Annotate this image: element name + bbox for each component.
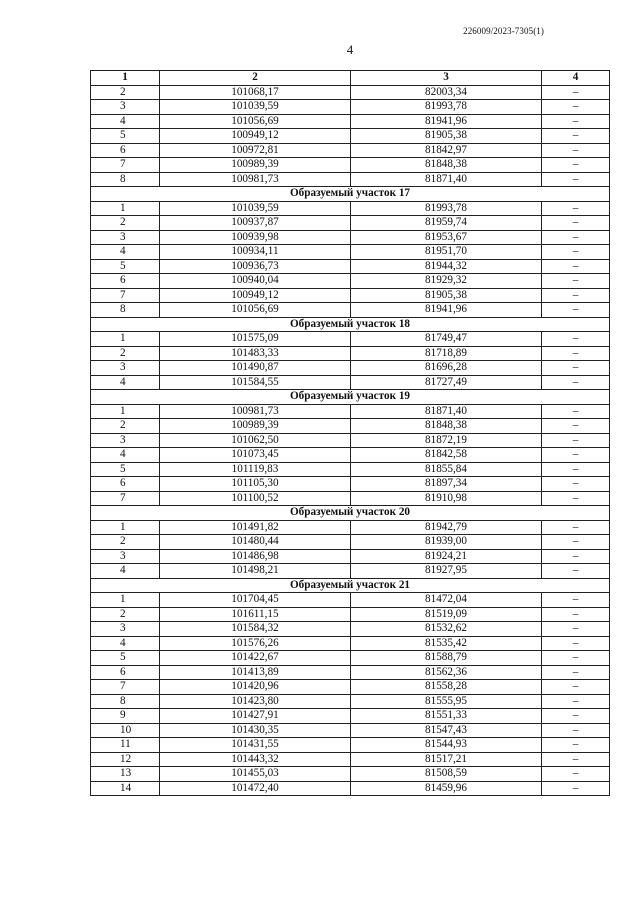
note-cell: – xyxy=(542,433,610,448)
y-coordinate-cell: 81555,95 xyxy=(351,694,542,709)
point-number-cell: 1 xyxy=(91,520,160,535)
y-coordinate-cell: 81459,96 xyxy=(351,781,542,796)
note-cell: – xyxy=(542,129,610,144)
y-coordinate-cell: 81848,38 xyxy=(351,158,542,173)
section-title-row xyxy=(91,317,610,332)
note-cell: – xyxy=(542,462,610,477)
x-coordinate-cell: 100989,39 xyxy=(160,419,351,434)
note-cell: – xyxy=(542,680,610,695)
table-row xyxy=(91,723,610,738)
point-number-cell: 1 xyxy=(91,593,160,608)
y-coordinate-cell: 81472,04 xyxy=(351,593,542,608)
table-row xyxy=(91,607,610,622)
y-coordinate-cell: 81558,28 xyxy=(351,680,542,695)
point-number-cell: 3 xyxy=(91,549,160,564)
table-row xyxy=(91,709,610,724)
table-row xyxy=(91,477,610,492)
section-title: Образуемый участок 17 xyxy=(91,187,610,202)
point-number-cell: 4 xyxy=(91,245,160,260)
point-number-cell: 11 xyxy=(91,738,160,753)
table-row xyxy=(91,752,610,767)
note-cell: – xyxy=(542,404,610,419)
header-col-4: 4 xyxy=(542,71,610,86)
x-coordinate-cell: 101119,83 xyxy=(160,462,351,477)
note-cell: – xyxy=(542,636,610,651)
point-number-cell: 8 xyxy=(91,303,160,318)
y-coordinate-cell: 81551,33 xyxy=(351,709,542,724)
x-coordinate-cell: 100940,04 xyxy=(160,274,351,289)
point-number-cell: 5 xyxy=(91,651,160,666)
table-row xyxy=(91,158,610,173)
x-coordinate-cell: 101105,30 xyxy=(160,477,351,492)
x-coordinate-cell: 101422,67 xyxy=(160,651,351,666)
table-row xyxy=(91,462,610,477)
note-cell: – xyxy=(542,230,610,245)
point-number-cell: 1 xyxy=(91,201,160,216)
table-row xyxy=(91,665,610,680)
note-cell: – xyxy=(542,100,610,115)
table-row xyxy=(91,564,610,579)
table-row xyxy=(91,419,610,434)
table-row xyxy=(91,172,610,187)
note-cell: – xyxy=(542,535,610,550)
table-row xyxy=(91,448,610,463)
x-coordinate-cell: 101427,91 xyxy=(160,709,351,724)
table-row xyxy=(91,738,610,753)
table-row xyxy=(91,100,610,115)
x-coordinate-cell: 101611,15 xyxy=(160,607,351,622)
table-row xyxy=(91,622,610,637)
y-coordinate-cell: 81547,43 xyxy=(351,723,542,738)
section-title: Образуемый участок 20 xyxy=(91,506,610,521)
y-coordinate-cell: 81953,67 xyxy=(351,230,542,245)
point-number-cell: 2 xyxy=(91,85,160,100)
y-coordinate-cell: 81872,19 xyxy=(351,433,542,448)
table-row xyxy=(91,694,610,709)
header-col-3: 3 xyxy=(351,71,542,86)
table-row xyxy=(91,767,610,782)
x-coordinate-cell: 101100,52 xyxy=(160,491,351,506)
x-coordinate-cell: 101420,96 xyxy=(160,680,351,695)
y-coordinate-cell: 81727,49 xyxy=(351,375,542,390)
section-title: Образуемый участок 21 xyxy=(91,578,610,593)
point-number-cell: 8 xyxy=(91,694,160,709)
x-coordinate-cell: 101443,32 xyxy=(160,752,351,767)
note-cell: – xyxy=(542,143,610,158)
y-coordinate-cell: 81842,97 xyxy=(351,143,542,158)
point-number-cell: 5 xyxy=(91,462,160,477)
table-row xyxy=(91,520,610,535)
y-coordinate-cell: 81942,79 xyxy=(351,520,542,535)
point-number-cell: 12 xyxy=(91,752,160,767)
x-coordinate-cell: 101483,33 xyxy=(160,346,351,361)
x-coordinate-cell: 100989,39 xyxy=(160,158,351,173)
point-number-cell: 14 xyxy=(91,781,160,796)
y-coordinate-cell: 81544,93 xyxy=(351,738,542,753)
point-number-cell: 6 xyxy=(91,665,160,680)
table-header-row xyxy=(91,71,610,86)
point-number-cell: 2 xyxy=(91,535,160,550)
y-coordinate-cell: 81855,84 xyxy=(351,462,542,477)
y-coordinate-cell: 81749,47 xyxy=(351,332,542,347)
table-row xyxy=(91,781,610,796)
point-number-cell: 10 xyxy=(91,723,160,738)
table-row xyxy=(91,535,610,550)
x-coordinate-cell: 101073,45 xyxy=(160,448,351,463)
coordinates-table xyxy=(90,70,610,796)
point-number-cell: 4 xyxy=(91,448,160,463)
x-coordinate-cell: 100981,73 xyxy=(160,404,351,419)
section-title-row xyxy=(91,506,610,521)
document-number: 226009/2023-7305(1) xyxy=(463,26,544,36)
note-cell: – xyxy=(542,303,610,318)
x-coordinate-cell: 101490,87 xyxy=(160,361,351,376)
table-row xyxy=(91,346,610,361)
y-coordinate-cell: 81905,38 xyxy=(351,129,542,144)
point-number-cell: 5 xyxy=(91,259,160,274)
point-number-cell: 3 xyxy=(91,361,160,376)
x-coordinate-cell: 100981,73 xyxy=(160,172,351,187)
point-number-cell: 4 xyxy=(91,564,160,579)
note-cell: – xyxy=(542,245,610,260)
table-row xyxy=(91,85,610,100)
section-title-row xyxy=(91,187,610,202)
note-cell: – xyxy=(542,375,610,390)
y-coordinate-cell: 81939,00 xyxy=(351,535,542,550)
note-cell: – xyxy=(542,767,610,782)
note-cell: – xyxy=(542,477,610,492)
y-coordinate-cell: 81718,89 xyxy=(351,346,542,361)
x-coordinate-cell: 100972,81 xyxy=(160,143,351,158)
point-number-cell: 8 xyxy=(91,172,160,187)
x-coordinate-cell: 101068,17 xyxy=(160,85,351,100)
x-coordinate-cell: 101431,55 xyxy=(160,738,351,753)
y-coordinate-cell: 81588,79 xyxy=(351,651,542,666)
note-cell: – xyxy=(542,549,610,564)
y-coordinate-cell: 81508,59 xyxy=(351,767,542,782)
point-number-cell: 3 xyxy=(91,230,160,245)
header-col-2: 2 xyxy=(160,71,351,86)
y-coordinate-cell: 81848,38 xyxy=(351,419,542,434)
point-number-cell: 6 xyxy=(91,274,160,289)
note-cell: – xyxy=(542,172,610,187)
y-coordinate-cell: 81910,98 xyxy=(351,491,542,506)
y-coordinate-cell: 81535,42 xyxy=(351,636,542,651)
note-cell: – xyxy=(542,114,610,129)
note-cell: – xyxy=(542,85,610,100)
table-row xyxy=(91,230,610,245)
table-row xyxy=(91,303,610,318)
x-coordinate-cell: 101584,55 xyxy=(160,375,351,390)
y-coordinate-cell: 81871,40 xyxy=(351,172,542,187)
point-number-cell: 7 xyxy=(91,491,160,506)
point-number-cell: 4 xyxy=(91,114,160,129)
note-cell: – xyxy=(542,216,610,231)
y-coordinate-cell: 81517,21 xyxy=(351,752,542,767)
x-coordinate-cell: 100949,12 xyxy=(160,129,351,144)
note-cell: – xyxy=(542,781,610,796)
y-coordinate-cell: 82003,34 xyxy=(351,85,542,100)
note-cell: – xyxy=(542,738,610,753)
note-cell: – xyxy=(542,332,610,347)
x-coordinate-cell: 100934,11 xyxy=(160,245,351,260)
x-coordinate-cell: 101062,50 xyxy=(160,433,351,448)
x-coordinate-cell: 101584,32 xyxy=(160,622,351,637)
table-row xyxy=(91,288,610,303)
y-coordinate-cell: 81941,96 xyxy=(351,114,542,129)
point-number-cell: 3 xyxy=(91,433,160,448)
point-number-cell: 9 xyxy=(91,709,160,724)
y-coordinate-cell: 81944,32 xyxy=(351,259,542,274)
y-coordinate-cell: 81927,95 xyxy=(351,564,542,579)
point-number-cell: 3 xyxy=(91,622,160,637)
x-coordinate-cell: 101413,89 xyxy=(160,665,351,680)
table-row xyxy=(91,491,610,506)
note-cell: – xyxy=(542,593,610,608)
point-number-cell: 6 xyxy=(91,143,160,158)
note-cell: – xyxy=(542,520,610,535)
table-row xyxy=(91,375,610,390)
table-row xyxy=(91,143,610,158)
x-coordinate-cell: 101455,03 xyxy=(160,767,351,782)
note-cell: – xyxy=(542,361,610,376)
point-number-cell: 2 xyxy=(91,216,160,231)
x-coordinate-cell: 101491,82 xyxy=(160,520,351,535)
section-title: Образуемый участок 19 xyxy=(91,390,610,405)
note-cell: – xyxy=(542,346,610,361)
note-cell: – xyxy=(542,651,610,666)
x-coordinate-cell: 101498,21 xyxy=(160,564,351,579)
table-row xyxy=(91,114,610,129)
note-cell: – xyxy=(542,201,610,216)
table-row xyxy=(91,245,610,260)
table-row xyxy=(91,361,610,376)
y-coordinate-cell: 81993,78 xyxy=(351,100,542,115)
note-cell: – xyxy=(542,259,610,274)
point-number-cell: 5 xyxy=(91,129,160,144)
y-coordinate-cell: 81929,32 xyxy=(351,274,542,289)
table-row xyxy=(91,259,610,274)
x-coordinate-cell: 101430,35 xyxy=(160,723,351,738)
point-number-cell: 1 xyxy=(91,404,160,419)
coordinates-table-body xyxy=(91,71,610,796)
note-cell: – xyxy=(542,274,610,289)
point-number-cell: 2 xyxy=(91,607,160,622)
table-row xyxy=(91,680,610,695)
x-coordinate-cell: 100939,98 xyxy=(160,230,351,245)
point-number-cell: 2 xyxy=(91,346,160,361)
y-coordinate-cell: 81905,38 xyxy=(351,288,542,303)
point-number-cell: 7 xyxy=(91,288,160,303)
note-cell: – xyxy=(542,622,610,637)
section-title-row xyxy=(91,390,610,405)
table-row xyxy=(91,636,610,651)
section-title: Образуемый участок 18 xyxy=(91,317,610,332)
x-coordinate-cell: 101575,09 xyxy=(160,332,351,347)
x-coordinate-cell: 101486,98 xyxy=(160,549,351,564)
y-coordinate-cell: 81562,36 xyxy=(351,665,542,680)
note-cell: – xyxy=(542,752,610,767)
header-col-1: 1 xyxy=(91,71,160,86)
point-number-cell: 7 xyxy=(91,158,160,173)
table-row xyxy=(91,593,610,608)
y-coordinate-cell: 81842,58 xyxy=(351,448,542,463)
note-cell: – xyxy=(542,448,610,463)
x-coordinate-cell: 101039,59 xyxy=(160,100,351,115)
point-number-cell: 3 xyxy=(91,100,160,115)
note-cell: – xyxy=(542,564,610,579)
x-coordinate-cell: 101423,80 xyxy=(160,694,351,709)
point-number-cell: 2 xyxy=(91,419,160,434)
note-cell: – xyxy=(542,419,610,434)
y-coordinate-cell: 81993,78 xyxy=(351,201,542,216)
note-cell: – xyxy=(542,665,610,680)
y-coordinate-cell: 81959,74 xyxy=(351,216,542,231)
x-coordinate-cell: 101056,69 xyxy=(160,303,351,318)
note-cell: – xyxy=(542,723,610,738)
y-coordinate-cell: 81941,96 xyxy=(351,303,542,318)
x-coordinate-cell: 101480,44 xyxy=(160,535,351,550)
table-row xyxy=(91,433,610,448)
x-coordinate-cell: 101472,40 xyxy=(160,781,351,796)
point-number-cell: 13 xyxy=(91,767,160,782)
y-coordinate-cell: 81696,28 xyxy=(351,361,542,376)
point-number-cell: 7 xyxy=(91,680,160,695)
note-cell: – xyxy=(542,491,610,506)
y-coordinate-cell: 81951,70 xyxy=(351,245,542,260)
table-row xyxy=(91,274,610,289)
note-cell: – xyxy=(542,288,610,303)
point-number-cell: 6 xyxy=(91,477,160,492)
table-row xyxy=(91,549,610,564)
point-number-cell: 4 xyxy=(91,375,160,390)
section-title-row xyxy=(91,578,610,593)
note-cell: – xyxy=(542,607,610,622)
point-number-cell: 1 xyxy=(91,332,160,347)
table-row xyxy=(91,651,610,666)
y-coordinate-cell: 81871,40 xyxy=(351,404,542,419)
x-coordinate-cell: 101576,26 xyxy=(160,636,351,651)
table-row xyxy=(91,216,610,231)
x-coordinate-cell: 100937,87 xyxy=(160,216,351,231)
point-number-cell: 4 xyxy=(91,636,160,651)
table-row xyxy=(91,404,610,419)
note-cell: – xyxy=(542,709,610,724)
y-coordinate-cell: 81519,09 xyxy=(351,607,542,622)
note-cell: – xyxy=(542,694,610,709)
page-number: 4 xyxy=(346,42,354,57)
y-coordinate-cell: 81924,21 xyxy=(351,549,542,564)
x-coordinate-cell: 100949,12 xyxy=(160,288,351,303)
note-cell: – xyxy=(542,158,610,173)
table-row xyxy=(91,332,610,347)
table-row xyxy=(91,129,610,144)
table-row xyxy=(91,201,610,216)
y-coordinate-cell: 81532,62 xyxy=(351,622,542,637)
y-coordinate-cell: 81897,34 xyxy=(351,477,542,492)
x-coordinate-cell: 101056,69 xyxy=(160,114,351,129)
x-coordinate-cell: 100936,73 xyxy=(160,259,351,274)
x-coordinate-cell: 101039,59 xyxy=(160,201,351,216)
x-coordinate-cell: 101704,45 xyxy=(160,593,351,608)
